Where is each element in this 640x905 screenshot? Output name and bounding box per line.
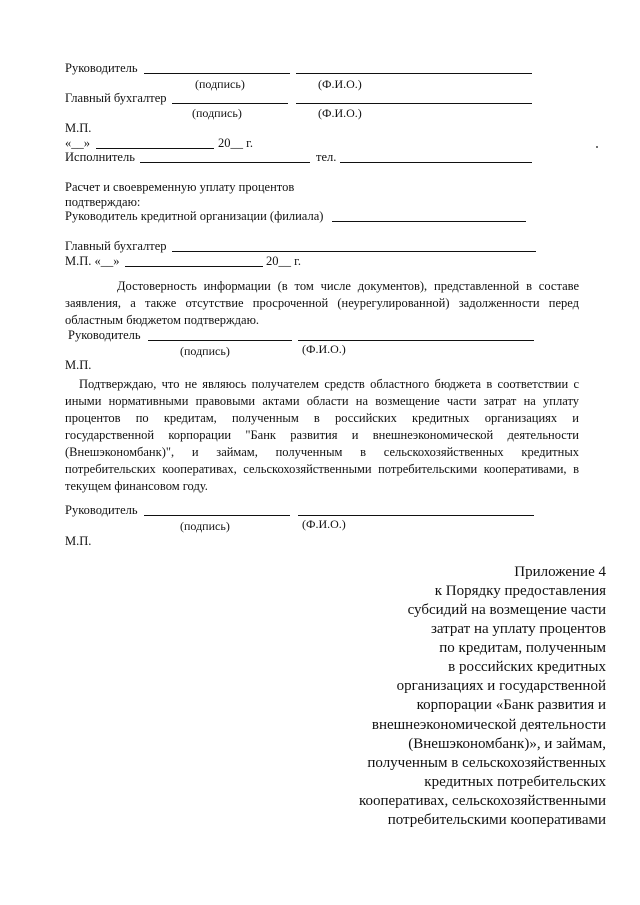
date-year: 20__ г. xyxy=(218,136,253,150)
head-label: Руководитель xyxy=(68,328,141,342)
fio-line xyxy=(298,340,534,341)
paragraph-line: государственной корпорации "Банк развития и внешнеэкономической деятельности xyxy=(65,428,579,442)
paragraph-line: потребительских кооперативах, сельскохозяйственными потребительскими кооперативами, в xyxy=(65,462,579,476)
seal-label: М.П. xyxy=(65,121,92,135)
interest-line-2: подтверждаю: xyxy=(65,195,141,209)
signature-caption: (подпись) xyxy=(195,77,245,91)
signature-caption: (подпись) xyxy=(180,344,230,358)
appendix-line: полученным в сельскохозяйственных xyxy=(367,755,606,771)
appendix-line: Приложение 4 xyxy=(514,564,606,580)
paragraph-line: заявления, а также отсутствие просроченной (неурегулированной) задолженности перед xyxy=(65,296,579,310)
paragraph-line: процентов по кредитам, полученным в российских кредитных организациях и xyxy=(65,411,579,425)
signature-line xyxy=(172,103,288,104)
seal-date-prefix: М.П. «__» xyxy=(65,254,120,268)
appendix-line: (Внешэкономбанк)», и займам, xyxy=(408,736,606,752)
appendix-line: организациях и государственной xyxy=(396,678,606,694)
seal-label: М.П. xyxy=(65,358,92,372)
date-month-line xyxy=(96,148,214,149)
credit-org-head-label: Руководитель кредитной организации (филиала) xyxy=(65,209,324,223)
appendix-line: затрат на уплату процентов xyxy=(430,621,606,637)
head-label: Руководитель xyxy=(65,61,138,75)
chief-accountant-label: Главный бухгалтер xyxy=(65,239,167,253)
appendix-line: кооперативах, сельскохозяйственными xyxy=(358,793,606,809)
paragraph-line: (Внешэкономбанк)", и займам, полученным в сельскохозяйственных кредитных xyxy=(65,445,579,459)
phone-label: тел. xyxy=(316,150,337,164)
appendix-line: к Порядку предоставления xyxy=(434,583,606,599)
signature-caption: (подпись) xyxy=(192,106,242,120)
seal-label: М.П. xyxy=(65,534,92,548)
paragraph-line: текущем финансовом году. xyxy=(65,479,208,493)
fio-caption: (Ф.И.О.) xyxy=(318,106,362,120)
interest-line-1: Расчет и своевременную уплату процентов xyxy=(65,180,295,194)
fio-line xyxy=(296,73,532,74)
appendix-line: потребительскими кооперативами xyxy=(387,812,606,828)
date-year: 20__ г. xyxy=(266,254,301,268)
signature-line xyxy=(144,73,290,74)
appendix-line: субсидий на возмещение части xyxy=(407,602,606,618)
phone-line xyxy=(340,162,532,163)
paragraph-line: Подтверждаю, что не являюсь получателем средств областного бюджета в соответствии с xyxy=(79,377,579,391)
fio-caption: (Ф.И.О.) xyxy=(318,77,362,91)
head-label: Руководитель xyxy=(65,503,138,517)
appendix-line: кредитных потребительских xyxy=(424,774,606,790)
paragraph-line: Достоверность информации (в том числе документов), представленной в составе xyxy=(117,279,579,293)
scan-speck xyxy=(596,146,598,148)
fio-line xyxy=(296,103,532,104)
appendix-line: в российских кредитных xyxy=(448,659,606,675)
credit-org-head-line xyxy=(332,221,526,222)
fio-caption: (Ф.И.О.) xyxy=(302,517,346,531)
appendix-line: по кредитам, полученным xyxy=(439,640,606,656)
date-day: «__» xyxy=(65,136,90,150)
date-month-line xyxy=(125,266,263,267)
signature-caption: (подпись) xyxy=(180,519,230,533)
fio-line xyxy=(298,515,534,516)
executor-line xyxy=(140,162,310,163)
fio-caption: (Ф.И.О.) xyxy=(302,342,346,356)
paragraph-line: иными нормативными правовыми актами области на возмещение части затрат на уплату xyxy=(65,394,579,408)
executor-label: Исполнитель xyxy=(65,150,135,164)
signature-line xyxy=(144,515,290,516)
chief-accountant-line xyxy=(172,251,536,252)
paragraph-line: областным бюджетом подтверждаю. xyxy=(65,313,260,327)
appendix-line: внешнеэкономической деятельности xyxy=(371,717,606,733)
signature-line xyxy=(148,340,292,341)
chief-accountant-label: Главный бухгалтер xyxy=(65,91,167,105)
appendix-line: корпорации «Банк развития и xyxy=(416,697,606,713)
